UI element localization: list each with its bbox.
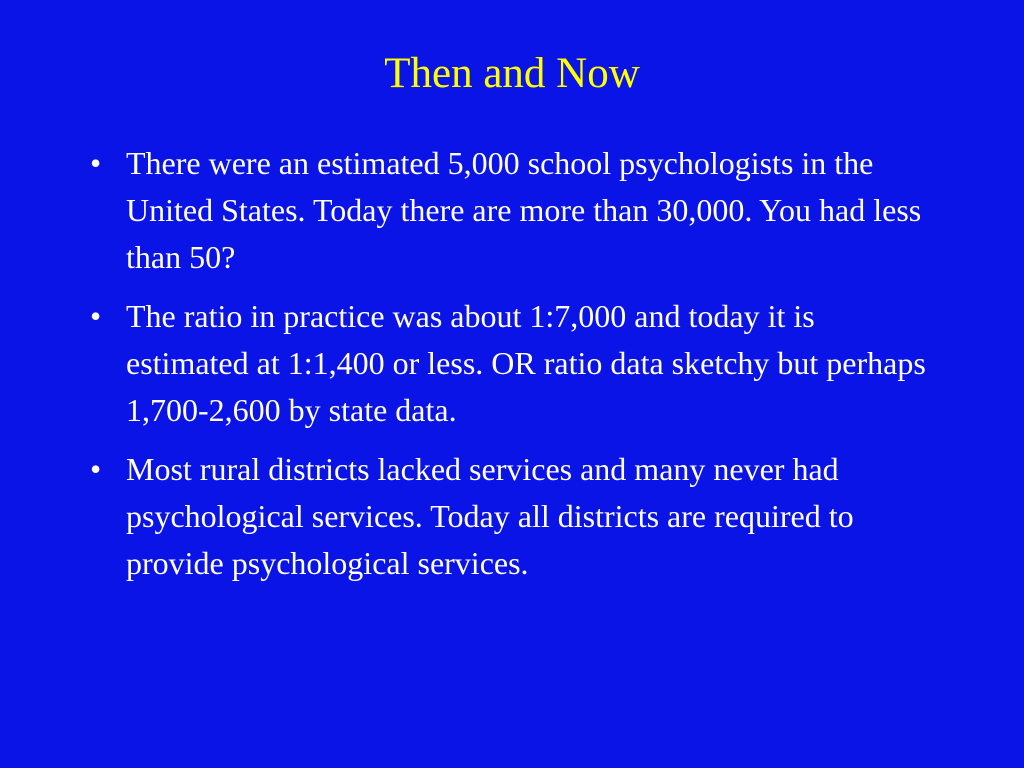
- bullet-text: There were an estimated 5,000 school psychologists in the United States. Today there are more than 30,000. You had less than 50?: [126, 145, 922, 275]
- bullet-text: Most rural districts lacked services and many never had psychological services. Today all districts are required to provide psychological services.: [126, 451, 854, 581]
- bullet-list: [90, 140, 930, 599]
- bullet-item: [90, 446, 930, 587]
- bullet-point-icon: •: [90, 298, 102, 334]
- bullet-point-icon: •: [90, 145, 102, 181]
- bullet-item: [90, 293, 930, 434]
- bullet-item: [90, 140, 930, 281]
- slide-title: Then and Now: [384, 50, 640, 97]
- bullet-text: The ratio in practice was about 1:7,000 and today it is estimated at 1:1,400 or less. OR ratio data sketchy but perhaps 1,700-2,600 by state data.: [126, 298, 926, 428]
- bullet-point-icon: •: [90, 451, 102, 487]
